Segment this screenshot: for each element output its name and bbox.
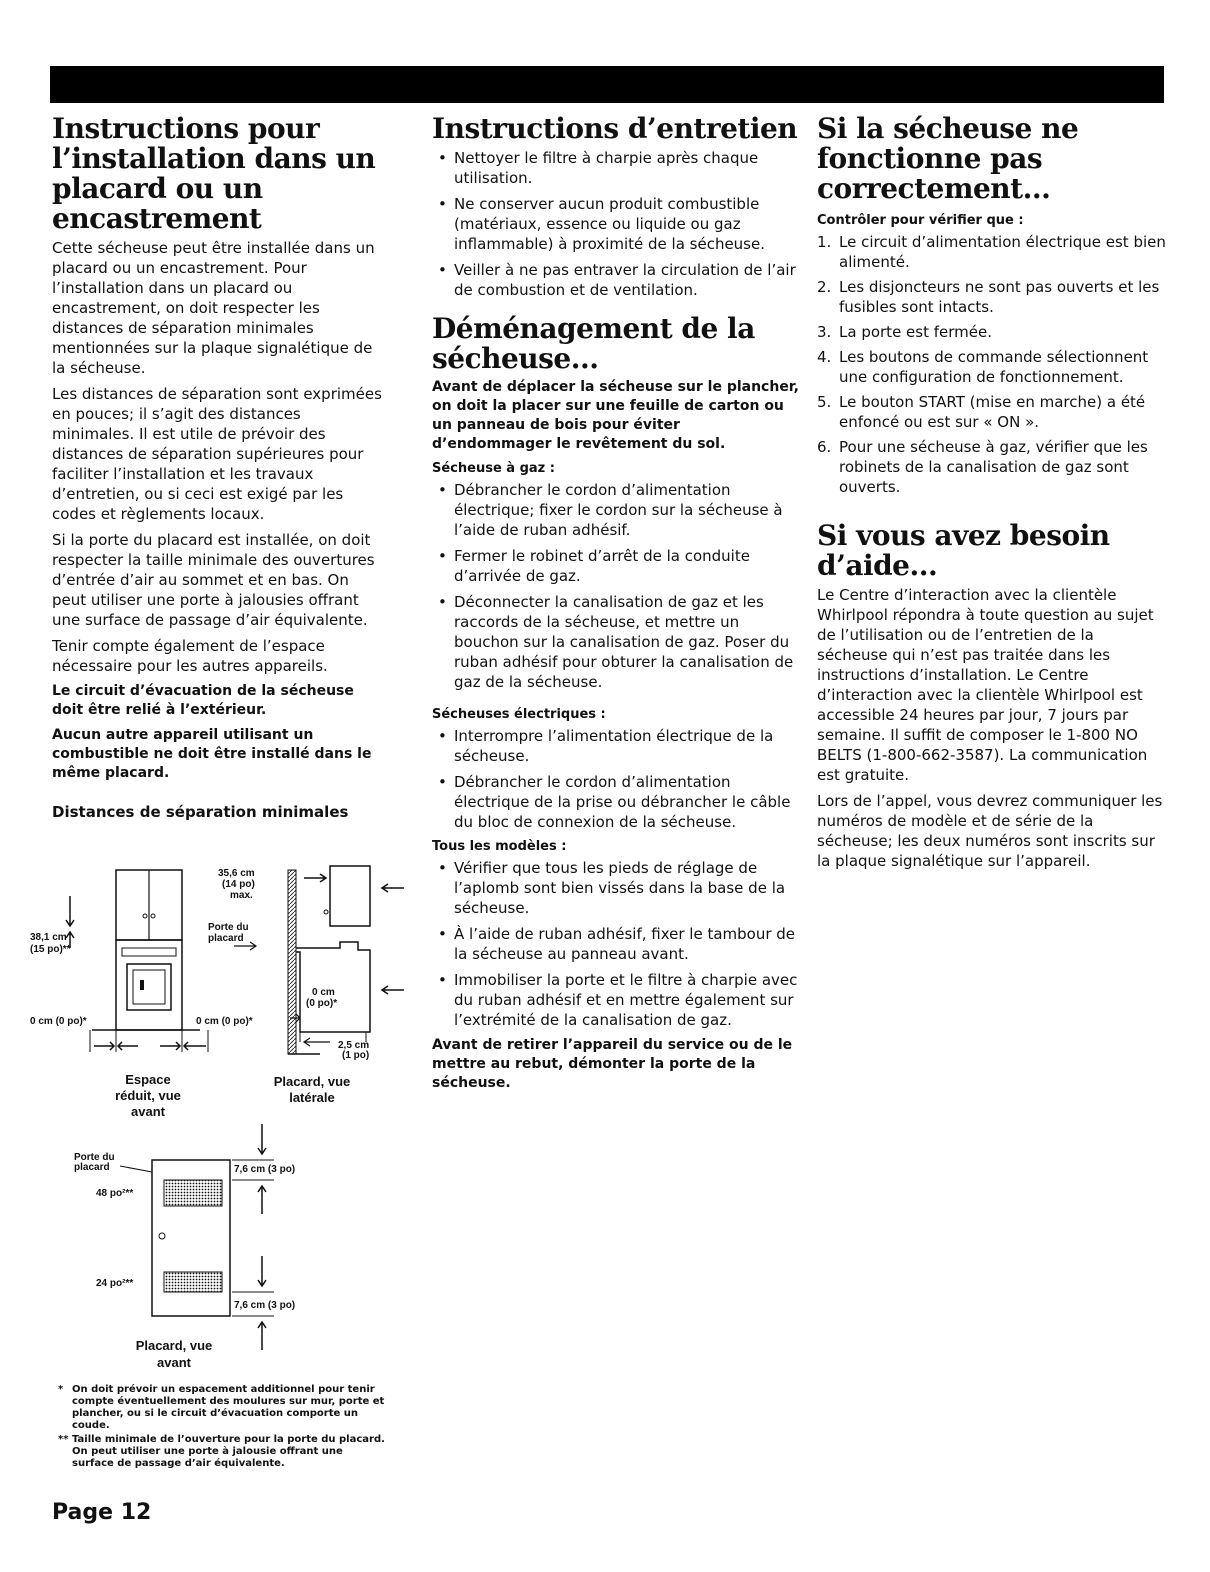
fuel-appliance-warning: Aucun autre appareil utilisant un combustible ne doit être installé dans le même placard. bbox=[52, 727, 372, 781]
list-item: • Fermer le robinet d’arrêt de la conduite d’arrivée de gaz. bbox=[432, 546, 802, 586]
care-list bbox=[432, 148, 802, 300]
paragraph: Si la porte du placard est installée, on doit respecter la taille minimale des ouvertures d’entrée d’air au sommet et en bas. On peut utiliser une porte à jalousies offrant une surface de passage d’air équivalente. bbox=[52, 531, 375, 629]
label-48po: 48 po²** bbox=[96, 1188, 134, 1199]
clearance-diagram bbox=[30, 856, 410, 1126]
all-models-list bbox=[432, 858, 802, 1030]
list-item: • À l’aide de ruban adhésif, fixer le tambour de la sécheuse au panneau avant. bbox=[432, 924, 802, 964]
column-troubleshooting bbox=[817, 114, 1167, 877]
label-max: max. bbox=[230, 890, 253, 901]
closet-install-heading: Instructions pour l’installation dans un placard ou un encastrement bbox=[52, 112, 376, 235]
list-item: • Veiller à ne pas entraver la circulation de l’air de combustion et de ventilation. bbox=[432, 260, 802, 300]
caption-side-a: Placard, vue bbox=[273, 1074, 351, 1089]
list-item: • Déconnecter la canalisation de gaz et les raccords de la sécheuse, et mettre un bouchon sur la canalisation de gaz. Poser du ruban adhésif pour obturer la canalisation de gaz de la sécheuse. bbox=[432, 592, 802, 692]
list-item: • Ne conserver aucun produit combustible (matériaux, essence ou liquide ou gaz inflammable) à proximité de la sécheuse. bbox=[432, 194, 802, 254]
label-7-6cm-bottom: 7,6 cm (3 po) bbox=[234, 1300, 296, 1311]
list-item: 3. La porte est fermée. bbox=[817, 323, 993, 341]
caption-side-b: latérale bbox=[289, 1090, 335, 1105]
label-closet-door: Porte du bbox=[208, 922, 249, 933]
label-38cm: 38,1 cm bbox=[30, 932, 67, 943]
list-item: • Vérifier que tous les pieds de réglage de l’aplomb sont bien vissés dans la base de la sécheuse. bbox=[432, 858, 802, 918]
label-1po: (1 po) bbox=[342, 1050, 370, 1061]
caption-closet-front-b: avant bbox=[157, 1355, 191, 1370]
label-0cm-mid: 0 cm (0 po)* bbox=[196, 1016, 253, 1027]
label-15po: (15 po)** bbox=[30, 944, 71, 955]
page-number: Page 12 bbox=[52, 1500, 152, 1525]
column-maintenance bbox=[432, 114, 802, 1099]
footnote: ** Taille minimale de l’ouverture pour la porte du placard. On peut utiliser une porte à jalousie offrant une surface de passage d’air équivalente. bbox=[58, 1434, 385, 1469]
dryer-front-view bbox=[116, 940, 182, 1030]
list-item: • Immobiliser la porte et le filtre à charpie avec du ruban adhésif et en mettre également sur l’extrémité de la canalisation de gaz. bbox=[432, 970, 802, 1030]
upper-vent bbox=[164, 1180, 222, 1206]
gas-list bbox=[432, 480, 802, 692]
label-closet2: placard bbox=[74, 1162, 110, 1173]
check-subheading: Contrôler pour vérifier que : bbox=[817, 213, 1024, 228]
paragraph: Lors de l’appel, vous devrez communiquer les numéros de modèle et de série de la sécheuse; les deux numéros sont inscrits sur la plaque signalétique sur l’appareil. bbox=[817, 792, 1163, 870]
label-0cm-left: 0 cm (0 po)* bbox=[30, 1016, 87, 1027]
caption-front-c: avant bbox=[131, 1104, 165, 1119]
label-2-5cm: 2,5 cm bbox=[338, 1040, 370, 1051]
list-item: 4. Les boutons de commande sélectionnent une configuration de fonctionnement. bbox=[817, 348, 1149, 386]
paragraph: Tenir compte également de l’espace nécessaire pour les autres appareils. bbox=[52, 637, 328, 675]
paragraph: Le Centre d’interaction avec la clientèle Whirlpool répondra à toute question au sujet de l’utilisation ou de l’entretien de la sécheuse qui n’est pas traitée dans les instructions d’installation. Le Centre d’interaction avec la clientèle Whirlpool est accessible 24 heures par jour, 7 jours par semaine. Il suffit de composer le 1-800 NO BELTS (1-800-662-3587). La communication est gratuite. bbox=[817, 586, 1154, 784]
moving-heading: Déménagement de la sécheuse... bbox=[432, 312, 755, 375]
label-door: Porte du bbox=[74, 1152, 115, 1163]
check-list bbox=[817, 232, 1167, 497]
caption-closet-front-a: Placard, vue bbox=[135, 1338, 213, 1353]
diagram-title: Distances de séparation minimales bbox=[52, 803, 349, 821]
list-item: 2. Les disjoncteurs ne sont pas ouverts et les fusibles sont intacts. bbox=[817, 278, 1160, 316]
list-item: • Nettoyer le filtre à charpie après chaque utilisation. bbox=[432, 148, 802, 188]
footnote: * On doit prévoir un espacement additionnel pour tenir compte éventuellement des moulures sur mur, porte et plancher, ou si le circuit d’évacuation comporte un coude. bbox=[58, 1384, 385, 1431]
label-35cm: 35,6 cm bbox=[218, 868, 255, 879]
list-item: • Débrancher le cordon d’alimentation électrique; fixer le cordon sur la sécheuse à l’aide de ruban adhésif. bbox=[432, 480, 802, 540]
electric-subheading: Sécheuses électriques : bbox=[432, 707, 606, 722]
list-item: 6. Pour une sécheuse à gaz, vérifier que les robinets de la canalisation de gaz sont ouverts. bbox=[817, 438, 1148, 496]
list-item: • Interrompre l’alimentation électrique de la sécheuse. bbox=[432, 726, 802, 766]
list-item: 5. Le bouton START (mise en marche) a été enfoncé ou est sur « ON ». bbox=[817, 393, 1146, 431]
upper-cabinet-side bbox=[330, 866, 370, 926]
paragraph: Les distances de séparation sont exprimées en pouces; il s’agit des distances minimales. Il est utile de prévoir des distances de séparation supérieures pour faciliter l’installation et les travaux d’entretien, ou si ceci est exigé par les codes et règlements locaux. bbox=[52, 385, 382, 523]
label-closet: placard bbox=[208, 933, 244, 944]
moving-intro: Avant de déplacer la sécheuse sur le plancher, on doit la placer sur une feuille de carton ou un panneau de bois pour éviter d’endommager le revêtement du sol. bbox=[432, 379, 799, 452]
column-closet-installation bbox=[52, 114, 382, 821]
troubleshooting-heading: Si la sécheuse ne fonctionne pas correctement... bbox=[817, 112, 1079, 205]
list-item: • Débrancher le cordon d’alimentation électrique de la prise ou débrancher le câble du bloc de connexion de la sécheuse. bbox=[432, 772, 802, 832]
caption-front-a: Espace bbox=[125, 1072, 171, 1087]
label-7-6cm-top: 7,6 cm (3 po) bbox=[234, 1164, 296, 1175]
gas-subheading: Sécheuse à gaz : bbox=[432, 461, 555, 476]
label-24po: 24 po²** bbox=[96, 1278, 134, 1289]
lower-vent bbox=[164, 1272, 222, 1292]
label-0po-side: (0 po)* bbox=[306, 998, 338, 1009]
caption-front-b: réduit, vue bbox=[115, 1088, 181, 1103]
label-0cm-side: 0 cm bbox=[312, 987, 335, 998]
exhaust-warning: Le circuit d’évacuation de la sécheuse doit être relié à l’extérieur. bbox=[52, 683, 354, 718]
closet-door-diagram bbox=[66, 1122, 346, 1372]
paragraph: Cette sécheuse peut être installée dans un placard ou un encastrement. Pour l’installation dans un placard ou encastrement, on doit respecter les distances de séparation minimales mentionnées sur la plaque signalétique de la sécheuse. bbox=[52, 239, 375, 377]
electric-list bbox=[432, 726, 802, 832]
all-models-subheading: Tous les modèles : bbox=[432, 839, 567, 854]
label-14po: (14 po) bbox=[222, 879, 255, 890]
disposal-warning: Avant de retirer l’appareil du service ou de le mettre au rebut, démonter la porte de la sécheuse. bbox=[432, 1037, 793, 1091]
header-bar bbox=[50, 66, 1164, 103]
list-item: 1. Le circuit d’alimentation électrique est bien alimenté. bbox=[817, 233, 1166, 271]
help-heading: Si vous avez besoin d’aide... bbox=[817, 519, 1110, 582]
maintenance-heading: Instructions d’entretien bbox=[432, 112, 798, 145]
footnotes bbox=[58, 1384, 388, 1472]
